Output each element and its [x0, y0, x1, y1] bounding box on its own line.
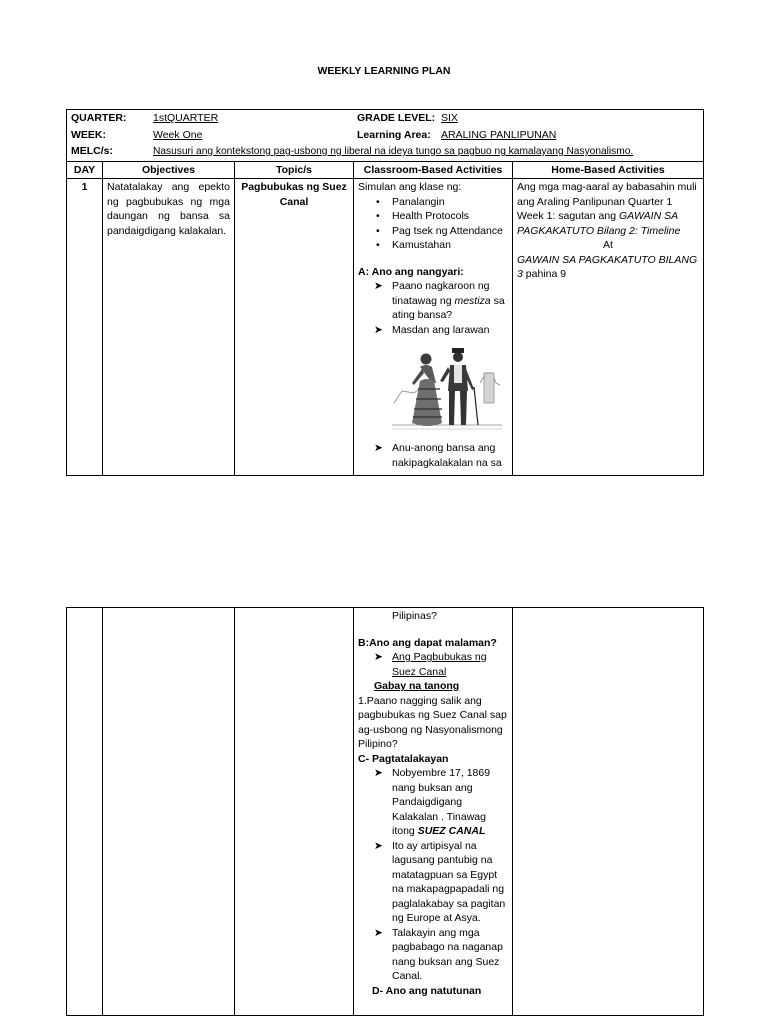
header-topics: Topic/s [235, 161, 354, 179]
topic-cell-empty [235, 608, 354, 1016]
list-item: ➤ Ang Pagbubukas ng Suez Canal [374, 651, 487, 678]
arrow-bullet-icon: ➤ [374, 926, 383, 939]
home-line-1: Ang mga mag-aaral ay babasahin muli ang Araling Panlipunan Quarter 1 [517, 181, 697, 208]
section-a-heading: A: Ano ang nangyari: [358, 265, 464, 278]
section-a-list [358, 279, 508, 337]
classroom-activities-cell-continued [354, 608, 513, 1016]
home-activities-cell-empty [513, 608, 704, 1016]
section-c-list [358, 766, 508, 984]
quarter-row [67, 110, 704, 127]
document-title: WEEKLY LEARNING PLAN [317, 65, 451, 77]
section-d-heading: D- Ano ang natutunan [372, 984, 482, 997]
melc-label: MELC/s: [71, 145, 113, 157]
classroom-activities-cell [354, 179, 513, 476]
arrow-bullet-icon: ➤ [374, 442, 383, 454]
header-objectives: Objectives [103, 161, 235, 179]
header-row [67, 161, 704, 179]
home-activities-cell [513, 179, 704, 476]
list-item: ➤ Ito ay artipisyal na lagusang pantubig na matatagpuan sa Egypt na makapagpapadali ng paglalakabay sa pagitan ng Europe at Asya. [374, 839, 506, 924]
topic-text: Pagbubukas ng Suez Canal [235, 179, 354, 476]
list-item: • Kamustahan [358, 238, 508, 253]
list-item: ➤ Anu-anong bansa ang nakipagkalakalan na sa [374, 442, 502, 469]
list-item: ➤ Nobyembre 17, 1869 nang buksan ang Pandaigdigang Kalakalan . Tinawag itong SUEZ CANAL [374, 767, 491, 837]
header-day: DAY [67, 161, 103, 179]
arrow-bullet-icon: ➤ [374, 323, 383, 336]
mestiza-couple-illustration [392, 343, 502, 435]
opening-list [358, 195, 508, 253]
quarter-value: 1stQUARTER [153, 112, 219, 124]
day-1-row-continued [67, 608, 704, 1016]
list-item: ➤ Paano nagkaroon ng tinatawag ng mestiza sa ating bansa? [374, 280, 505, 321]
week-value: Week One [153, 128, 203, 141]
grade-level-label: GRADE LEVEL: [357, 112, 436, 124]
list-item: • Pag tsek ng Attendance [358, 224, 508, 239]
day-number: 1 [67, 179, 103, 476]
learning-area-value: ARALING PANLIPUNAN [441, 128, 557, 141]
learning-area-label: Learning Area: [357, 128, 431, 141]
arrow-bullet-icon: ➤ [374, 280, 383, 292]
list-item: ➤ Masdan ang larawan [374, 323, 490, 336]
guide-question: 1.Paano nagging salik ang pagbubukas ng Suez Canal sap ag-usbong ng Nasyonalismong Pilipino? [358, 694, 507, 750]
weekly-plan-table-page2 [66, 607, 704, 1016]
day-1-row [67, 179, 704, 476]
home-at: At [603, 239, 613, 251]
section-b-list [358, 650, 508, 679]
section-b-heading: B:Ano ang dapat malaman? [358, 636, 497, 649]
quarter-label: QUARTER: [71, 112, 127, 124]
list-item: • Panalangin [358, 195, 508, 210]
melc-row [67, 143, 704, 161]
grade-level-value: SIX [441, 112, 458, 124]
list-item: ➤ Talakayin ang mga pagbabago na naganap nang buksan ang Suez Canal. [374, 926, 503, 982]
arrow-bullet-icon: ➤ [374, 839, 383, 852]
gabay-heading: Gabay na tanong [374, 680, 460, 692]
section-a-list-cont [358, 441, 508, 470]
section-c-heading: C- Pagtatalakayan [358, 752, 449, 765]
home-line-3: GAWAIN SA PAGKAKATUTO BILANG 3 pahina 9 [517, 253, 698, 280]
melc-value: Nasusuri ang kontekstong pag-usbong ng liberal na ideya tungo sa pagbuo ng kamalayang Nasyonalismo. [153, 146, 634, 157]
objective-text: Natatalakay ang epekto ng pagbubukas ng mga daungan ng bansa sa pandaigdigang kalakalan. [103, 179, 235, 476]
objective-cell-empty [103, 608, 235, 1016]
classroom-intro: Simulan ang klase ng: [358, 181, 462, 193]
home-line-2: Week 1: sagutan ang GAWAIN SA PAGKAKATUTO Bilang 2: Timeline [517, 210, 681, 237]
header-classroom-activities: Classroom-Based Activities [354, 161, 513, 179]
list-item: • Health Protocols [358, 209, 508, 224]
arrow-bullet-icon: ➤ [374, 767, 383, 779]
week-label: WEEK: [71, 128, 106, 141]
continued-text: Pilipinas? [392, 610, 437, 622]
week-row [67, 127, 704, 144]
weekly-plan-table-page1 [66, 109, 704, 476]
day-cell-empty [67, 608, 103, 1016]
header-home-activities: Home-Based Activities [513, 161, 704, 179]
arrow-bullet-icon: ➤ [374, 651, 383, 663]
